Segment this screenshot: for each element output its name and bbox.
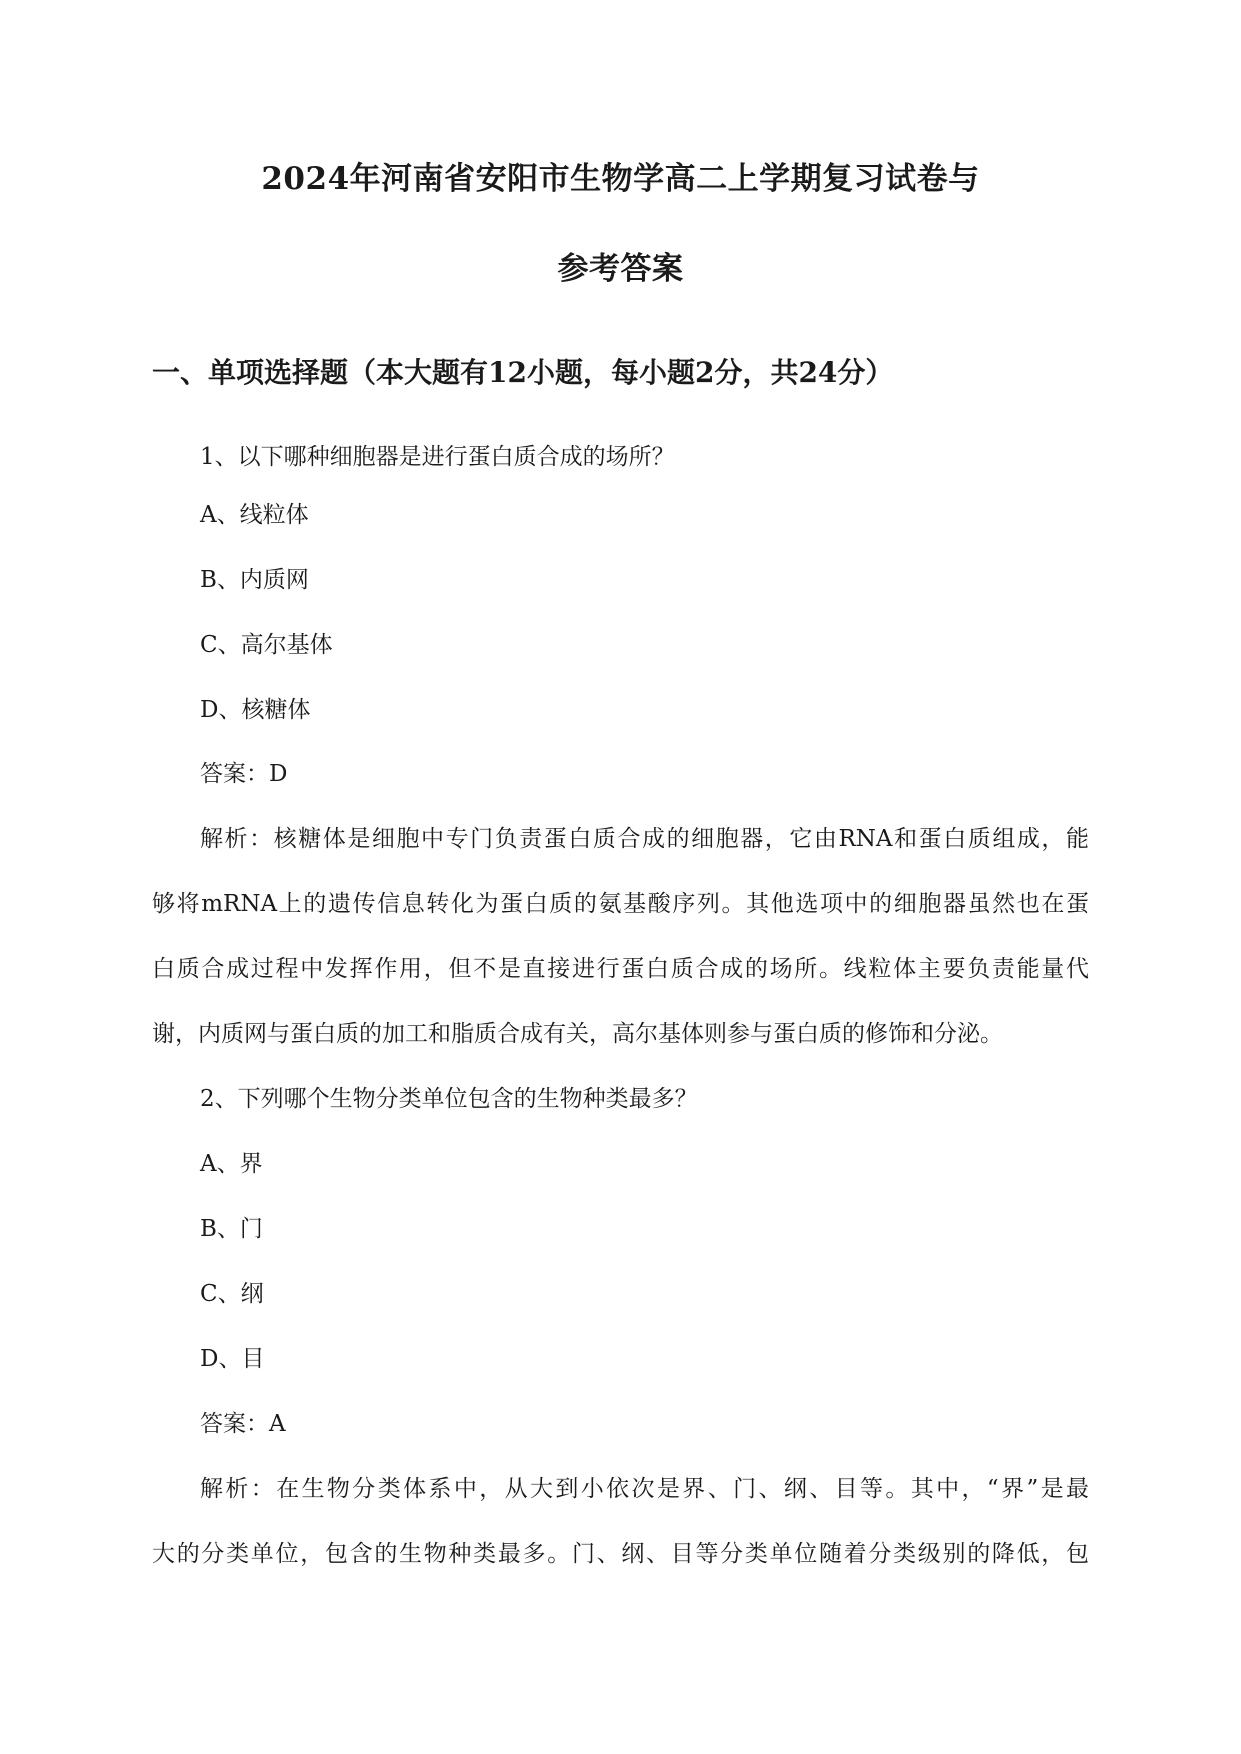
question-1-stem: 1、以下哪种细胞器是进行蛋白质合成的场所？ — [200, 444, 675, 470]
document-title-line-1: 2024年河南省安阳市生物学高二上学期复习试卷与 — [261, 161, 980, 197]
question-2-explanation-line-2: 大的分类单位，包含的生物种类最多。门、纲、目等分类单位随着分类级别的降低，包 — [152, 1541, 1089, 1567]
question-2-option-b: B、门 — [200, 1216, 263, 1242]
question-1-option-b: B、内质网 — [200, 567, 309, 593]
question-2-option-a: A、界 — [200, 1151, 263, 1177]
question-1-option-c: C、高尔基体 — [200, 632, 333, 658]
question-1-explanation-line-1: 解析：核糖体是细胞中专门负责蛋白质合成的细胞器，它由RNA和蛋白质组成，能 — [200, 826, 1089, 852]
question-1-option-a: A、线粒体 — [200, 502, 309, 528]
question-1-explanation-line-4: 谢，内质网与蛋白质的加工和脂质合成有关，高尔基体则参与蛋白质的修饰和分泌。 — [152, 1021, 1003, 1047]
document-title-line-2: 参考答案 — [557, 251, 684, 287]
question-1-explanation-line-2: 够将mRNA上的遗传信息转化为蛋白质的氨基酸序列。其他选项中的细胞器虽然也在蛋 — [152, 891, 1089, 917]
section-heading: 一、单项选择题（本大题有12小题，每小题2分，共24分） — [152, 356, 894, 389]
question-2-option-c: C、纲 — [200, 1281, 264, 1307]
question-2-stem: 2、下列哪个生物分类单位包含的生物种类最多？ — [200, 1086, 698, 1112]
question-2-explanation-line-1: 解析：在生物分类体系中，从大到小依次是界、门、纲、目等。其中，“界”是最 — [200, 1476, 1089, 1502]
question-1-option-d: D、核糖体 — [200, 697, 311, 723]
question-1-answer: 答案：D — [200, 761, 288, 787]
question-2-option-d: D、目 — [200, 1346, 265, 1372]
question-1-explanation-line-3: 白质合成过程中发挥作用，但不是直接进行蛋白质合成的场所。线粒体主要负责能量代 — [152, 956, 1089, 982]
question-2-answer: 答案：A — [200, 1411, 286, 1437]
